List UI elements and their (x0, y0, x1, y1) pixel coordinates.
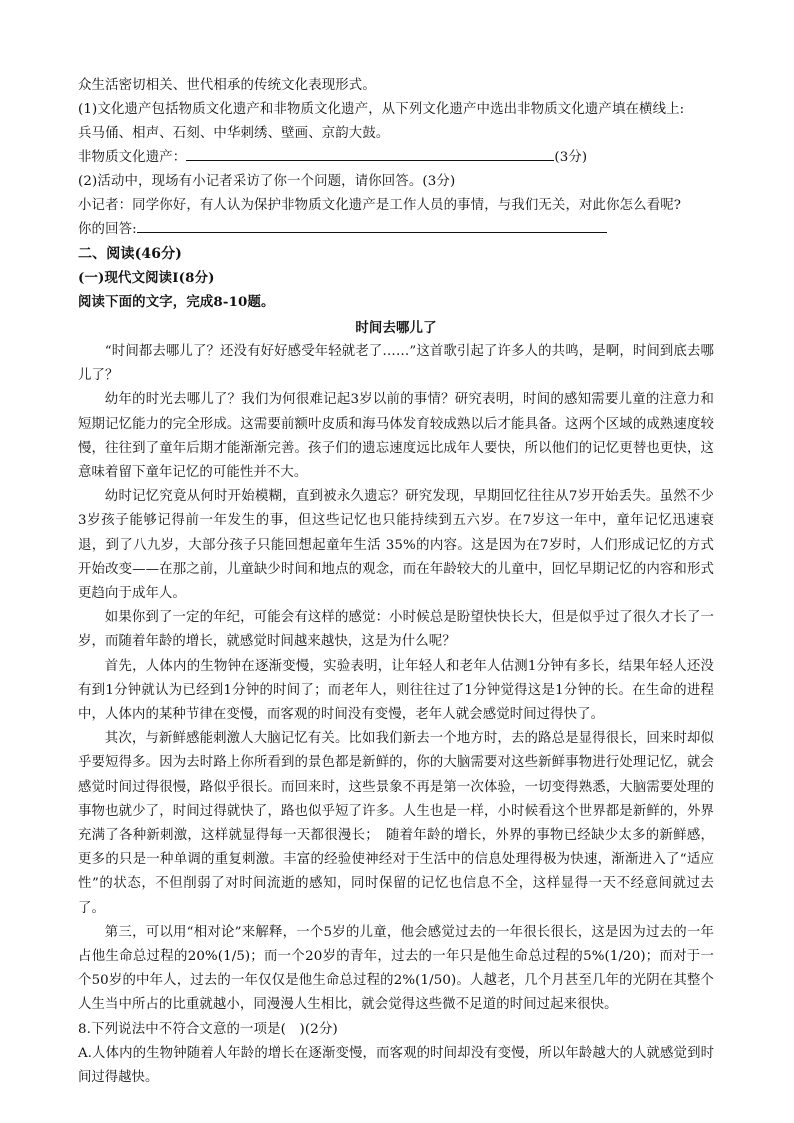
question-7-1: (1)文化遗产包括物质文化遗产和非物质文化遗产，从下列文化遗产中选出非物质文化遗产填在横线上: (78, 102, 685, 117)
article-paragraph: 如果你到了一定的年纪，可能会有这样的感觉：小时候总是盼望快快长大，但是似乎过了很久才长了一岁，而随着年龄的增长，就感觉时间越来越快，这是为什么呢？ (78, 610, 714, 650)
question-8-option-a: A.人体内的生物钟随着人年龄的增长在逐渐变慢，而客观的时间却没有变慢，所以年龄越大的人就感觉到时间过得越快。 (78, 1045, 714, 1085)
article-paragraph: 其次，与新鲜感能刺激人大脑记忆有关。比如我们新去一个地方时，去的路总是显得很长，回来时却似乎要短得多。因为去时路上你所看到的景色都是新鲜的，你的大脑需要对这些新鲜事物进行处理记忆，就会感觉时间过得很慢，路似乎很长。而回来时，这些景象不再是第一次体验，一切变得熟悉，大脑需要处理的事物也就少了，时间过得就快了，路也似乎短了许多。人生也是一样，小时候看这个世界都是新鲜的，外界充满了各种新刺激，这样就显得每一天都很漫长； 随着年龄的增长，外界的事物已经缺少太多的新鲜感，更多的只是一种单调的重复刺激。丰富的经验使神经对于生活中的信息处理得极为快速，渐渐进入了“适应性”的状态，不但削弱了对时间流逝的感知，同时保留的记忆也信息不全，这样显得一天不经意间就过去了。 (78, 731, 714, 916)
subsection-heading: (一)现代文阅读Ⅰ(8分) (78, 270, 215, 286)
score-label: (3分) (554, 150, 588, 165)
question-8-stem: 8.下列说法中不符合文意的一项是( )(2分) (78, 1021, 338, 1037)
intro-line: 众生活密切相关、世代相承的传统文化表现形式。 (78, 78, 376, 93)
answer-row-heritage (78, 146, 714, 170)
answer-row-opinion (78, 218, 714, 242)
answer-blank[interactable] (137, 219, 607, 233)
article-paragraph: 第三，可以用“相对论”来解释，一个5岁的儿童，他会感觉过去的一年很长很长，这是因为过去的一年占他生命总过程的20%(1/5)；而一个20岁的青年，过去的一年只是他生命总过程的5%(1/20)；而对于一个50岁的中年人，过去的一年仅仅是他生命总过程的2%(1/50)。人越老，几个月甚至几年的光阴在其整个人生当中所占的比重就越小，同漫漫人生相比，就会觉得这些微不足道的时间过起来很快。 (78, 924, 714, 1013)
answer-label: 你的回答: (78, 222, 137, 237)
reading-instruction: 阅读下面的文字，完成8-10题。 (78, 294, 275, 310)
article-paragraph: “时间都去哪儿了？还没有好好感受年轻就老了……”这首歌引起了许多人的共鸣，是啊，时间到底去哪儿了？ (78, 344, 714, 384)
section-heading: 二、阅读(46分) (78, 246, 183, 262)
reporter-question: 小记者：同学你好，有人认为保护非物质文化遗产是工作人员的事情，与我们无关，对此你怎么看呢? (78, 198, 682, 213)
article-title: 时间去哪儿了 (355, 320, 437, 336)
article-paragraph: 幼时记忆究竟从何时开始模糊，直到被永久遗忘？研究发现，早期回忆往往从7岁开始丢失。虽然不少3岁孩子能够记得前一年发生的事，但这些记忆也只能持续到五六岁。在7岁这一年中，童年记忆迅速衰退，到了八九岁，大部分孩子只能回想起童年生活 35%的内容。这是因为在7岁时，人们形成记忆的方式开始改变——在那之前，儿童缺少时间和地点的观念，而在年龄较大的儿童中，回忆早期记忆的内容和形式更趋向于成年人。 (78, 489, 714, 602)
heritage-list: 兵马俑、相声、石刻、中华刺绣、壁画、京韵大鼓。 (78, 126, 390, 141)
question-7-2: (2)活动中，现场有小记者采访了你一个问题，请你回答。(3分) (78, 174, 456, 189)
article-paragraph: 首先，人体内的生物钟在逐渐变慢，实验表明，让年轻人和老年人估测1分钟有多长，结果年轻人还没有到1分钟就认为已经到1分钟的时间了；而老年人，则往往过了1分钟觉得这是1分钟的长。在生命的进程中，人体内的某种节律在变慢，而客观的时间没有变慢，老年人就会感觉时间过得快了。 (78, 658, 714, 723)
article-paragraph: 幼年的时光去哪儿了？我们为何很难记起3岁以前的事情？研究表明，时间的感知需要儿童的注意力和短期记忆能力的完全形成。这需要前额叶皮质和海马体发育较成熟以后才能具备。这两个区域的成熟速度较慢，往往到了童年后期才能渐渐完善。孩子们的遗忘速度远比成年人要快，所以他们的记忆更替也更快，这意味着留下童年记忆的可能性并不大。 (78, 392, 714, 481)
answer-label: 非物质文化遗产： (78, 150, 187, 165)
answer-blank[interactable] (186, 147, 554, 161)
